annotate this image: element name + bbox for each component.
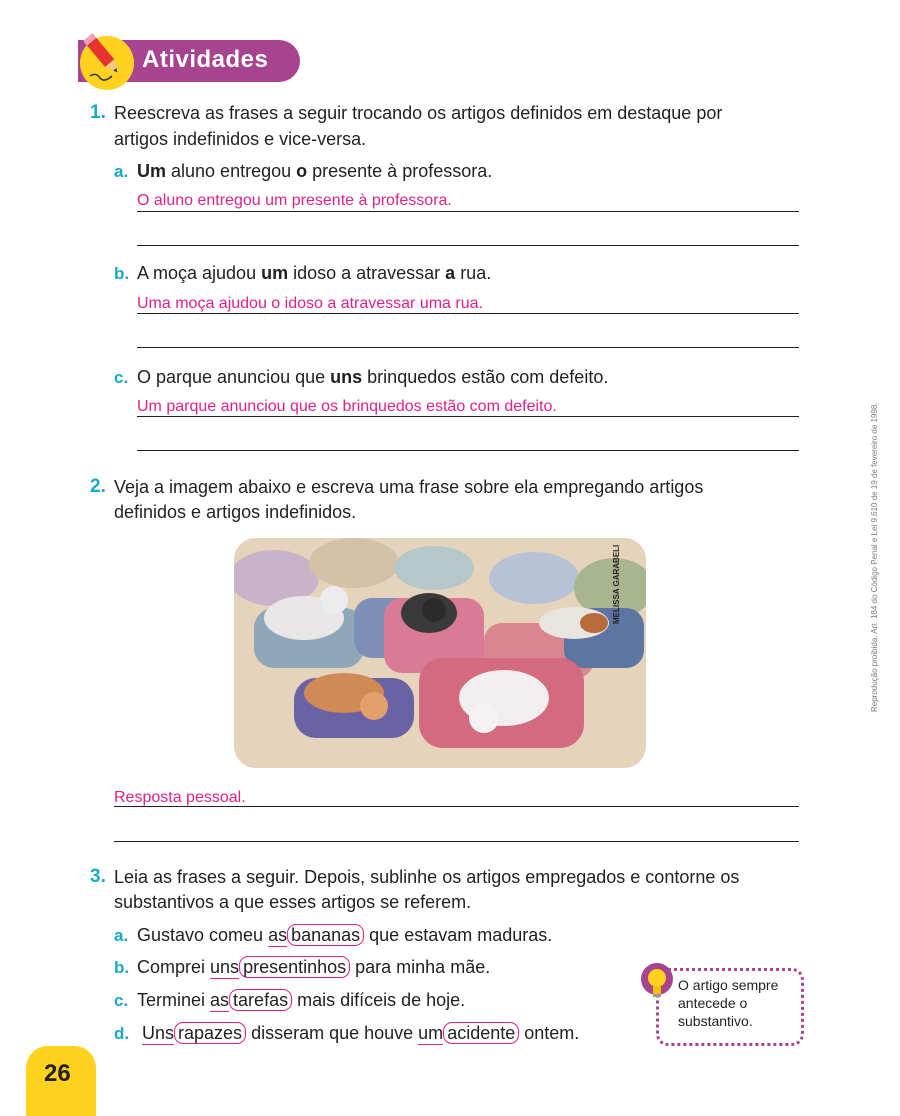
image-credit: MELISSA GARABELI	[612, 544, 621, 624]
q3d-article-1: Uns	[142, 1023, 175, 1043]
q3b-label: b.	[114, 958, 130, 977]
q3-number: 3.	[90, 866, 106, 887]
q1a-article-1: Um	[137, 161, 167, 181]
q3-text-line1: Leia as frases a seguir. Depois, sublinhe os artigos empregados e contorne os	[114, 867, 740, 887]
q1b-label: b.	[114, 264, 130, 283]
q1a-answer-line-1[interactable]	[137, 211, 799, 212]
lightbulb-icon	[640, 962, 674, 1006]
q1a-answer-line-2[interactable]	[137, 245, 799, 246]
q3a-label: a.	[114, 926, 129, 945]
q3d-article-2: um	[418, 1023, 444, 1043]
q3c-noun: tarefas	[229, 989, 292, 1011]
q1b-answer: Uma moça ajudou o idoso a atravessar uma rua.	[137, 295, 483, 312]
cats-illustration	[234, 538, 646, 768]
q2-answer: Resposta pessoal.	[114, 789, 246, 806]
q2-answer-line-1[interactable]	[114, 806, 799, 807]
copyright-note: Reprodução proibida. Art. 184 do Código Penal e Lei 9.610 de 19 de fevereiro de 1998.	[870, 402, 879, 712]
q1-text-line1: Reescreva as frases a seguir trocando os artigos definidos em destaque por	[114, 103, 723, 123]
q3d-noun-1: rapazes	[174, 1022, 246, 1044]
q1c-sentence: O parque anunciou que uns brinquedos estão com defeito.	[137, 367, 609, 387]
q3a-article: as	[268, 925, 288, 945]
q2-number: 2.	[90, 476, 106, 497]
q1b-article-2: a	[445, 263, 456, 283]
q1-number: 1.	[90, 102, 106, 123]
section-title: Atividades	[142, 46, 269, 73]
q1c-answer-line-2[interactable]	[137, 450, 799, 451]
page-number: 26	[44, 1060, 71, 1087]
q3d-label: d.	[114, 1024, 130, 1043]
q1b-answer-line-1[interactable]	[137, 313, 799, 314]
q3a-sentence: Gustavo comeu as bananas que estavam maduras.	[137, 925, 553, 945]
q1b-article-1: um	[261, 263, 289, 283]
q2-text-line1: Veja a imagem abaixo e escreva uma frase sobre ela empregando artigos	[114, 477, 704, 497]
q3d-sentence: Uns rapazes disseram que houve um acidente ontem.	[142, 1023, 580, 1043]
pencil-icon	[82, 26, 122, 82]
q1b-sentence: A moça ajudou um idoso a atravessar a rua.	[137, 263, 492, 283]
q3b-sentence: Comprei uns presentinhos para minha mãe.	[137, 957, 491, 977]
q3c-article: as	[210, 990, 230, 1010]
q1-text-line2: artigos indefinidos e vice-versa.	[114, 129, 367, 149]
q3a-noun: bananas	[287, 924, 364, 946]
q3b-article: uns	[210, 957, 240, 977]
q1a-answer: O aluno entregou um presente à professora.	[137, 192, 452, 209]
q1c-answer: Um parque anunciou que os brinquedos estão com defeito.	[137, 398, 557, 415]
q1c-article-1: uns	[330, 367, 363, 387]
q2-text-line2: definidos e artigos indefinidos.	[114, 502, 357, 522]
q1a-article-2: o	[296, 161, 308, 181]
q3c-label: c.	[114, 991, 129, 1010]
q1b-answer-line-2[interactable]	[137, 347, 799, 348]
q1a-label: a.	[114, 162, 129, 181]
q3d-noun-2: acidente	[443, 1022, 519, 1044]
q1c-answer-line-1[interactable]	[137, 416, 799, 417]
q3b-noun: presentinhos	[239, 956, 350, 978]
q3c-sentence: Terminei as tarefas mais difíceis de hoje.	[137, 990, 466, 1010]
tip-text: O artigo sempre antecede o substantivo.	[678, 977, 779, 1029]
sleeping-cats-image	[234, 538, 646, 768]
q2-answer-line-2[interactable]	[114, 841, 799, 842]
q1c-label: c.	[114, 368, 129, 387]
q3-text-line2: substantivos a que esses artigos se referem.	[114, 892, 472, 912]
q1a-sentence: Um aluno entregou o presente à professora.	[137, 161, 493, 181]
